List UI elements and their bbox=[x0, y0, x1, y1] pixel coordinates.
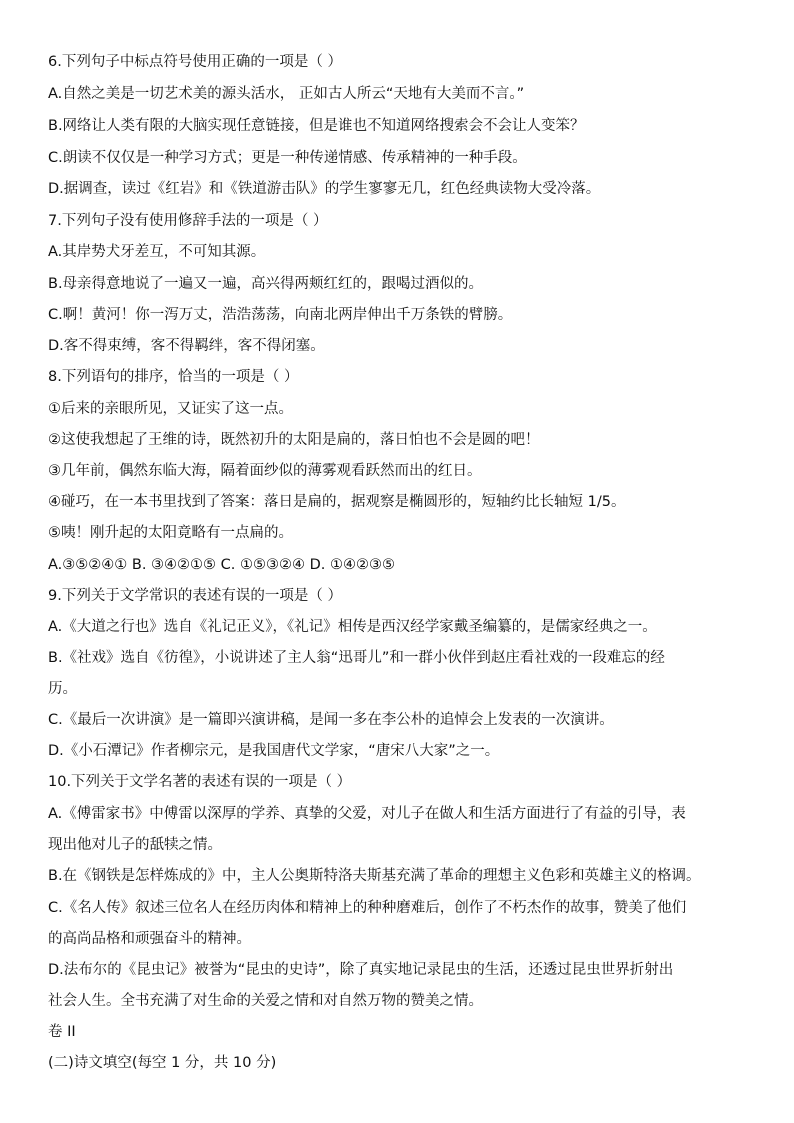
question-7-option-c: C.啊！黄河！你一泻万丈，浩浩荡荡，向南北两岸伸出千万条铁的臂膀。 bbox=[48, 307, 513, 323]
question-6-stem: 6.下列句子中标点符号使用正确的一项是（ ） bbox=[48, 54, 342, 70]
question-10-option-d: D.法布尔的《昆虫记》被誉为“昆虫的史诗”，除了真实地记录昆虫的生活，还透过昆虫世界折射出 bbox=[48, 962, 674, 978]
section-heading: (二)诗文填空(每空 1 分，共 10 分) bbox=[48, 1055, 277, 1071]
question-6-option-d: D.据调查，读过《红岩》和《铁道游击队》的学生寥寥无几，红色经典读物大受冷落。 bbox=[48, 181, 601, 197]
question-9-stem: 9.下列关于文学常识的表述有误的一项是（ ） bbox=[48, 588, 342, 604]
question-6-option-a: A.自然之美是一切艺术美的源头活水， 正如古人所云“天地有大美而不言。” bbox=[48, 86, 525, 102]
question-8-options: A.③⑤②④① B. ③④②①⑤ C. ①⑤③②④ D. ①④②③⑤ bbox=[48, 557, 395, 573]
question-8-sentence-1: ①后来的亲眼所见，又证实了这一点。 bbox=[48, 401, 293, 417]
question-10-option-c: C.《名人传》叙述三位名人在经历肉体和精神上的种种磨难后，创作了不朽杰作的故事，赞美了他们 bbox=[48, 900, 687, 916]
question-8-sentence-4: ④碰巧，在一本书里找到了答案：落日是扁的，据观察是椭圆形的，短轴约比长轴短 1/5。 bbox=[48, 494, 626, 510]
question-6-option-b: B.网络让人类有限的大脑实现任意链接，但是谁也不知道网络搜索会不会让人变笨？ bbox=[48, 118, 585, 134]
question-10-stem: 10.下列关于文学名著的表述有误的一项是（ ） bbox=[48, 774, 352, 790]
question-7-option-d: D.客不得束缚，客不得羁绊，客不得闭塞。 bbox=[48, 338, 325, 354]
section-label: 卷 II bbox=[48, 1024, 76, 1040]
question-10-option-c-cont: 的高尚品格和顽强奋斗的精神。 bbox=[48, 931, 251, 947]
question-9-option-d: D.《小石潭记》作者柳宗元，是我国唐代文学家，“唐宋八大家”之一。 bbox=[48, 743, 500, 759]
question-9-option-c: C.《最后一次讲演》是一篇即兴演讲稿，是闻一多在李公朴的追悼会上发表的一次演讲。 bbox=[48, 712, 614, 728]
question-10-option-a: A.《傅雷家书》中傅雷以深厚的学养、真挚的父爱，对儿子在做人和生活方面进行了有益的引导，表 bbox=[48, 806, 686, 822]
question-8-sentence-2: ②这使我想起了王维的诗，既然初升的太阳是扁的，落日怕也不会是圆的吧！ bbox=[48, 432, 540, 448]
question-8-stem: 8.下列语句的排序，恰当的一项是（ ） bbox=[48, 369, 299, 385]
question-10-option-a-cont: 现出他对儿子的舐犊之情。 bbox=[48, 837, 222, 853]
question-10-option-b: B.在《钢铁是怎样炼成的》中，主人公奥斯特洛夫斯基充满了革命的理想主义色彩和英雄主义的格调。 bbox=[48, 868, 701, 884]
question-8-sentence-3: ③几年前，偶然东临大海，隔着面纱似的薄雾观看跃然而出的红日。 bbox=[48, 463, 482, 479]
question-7-option-b: B.母亲得意地说了一遍又一遍，高兴得两颊红红的，跟喝过酒似的。 bbox=[48, 276, 484, 292]
question-7-option-a: A.其岸势犬牙差互，不可知其源。 bbox=[48, 244, 266, 260]
question-7-stem: 7.下列句子没有使用修辞手法的一项是（ ） bbox=[48, 213, 328, 229]
question-8-sentence-5: ⑤咦！刚升起的太阳竟略有一点扁的。 bbox=[48, 525, 293, 541]
question-9-option-b-cont: 历。 bbox=[48, 681, 77, 697]
question-10-option-d-cont: 社会人生。全书充满了对生命的关爱之情和对自然万物的赞美之情。 bbox=[48, 993, 483, 1009]
question-9-option-b: B.《社戏》选自《彷徨》，小说讲述了主人翁“迅哥儿”和一群小伙伴到赵庄看社戏的一段难忘的经 bbox=[48, 650, 665, 666]
question-9-option-a: A.《大道之行也》选自《礼记正义》，《礼记》相传是西汉经学家戴圣编纂的，是儒家经典之一。 bbox=[48, 619, 657, 635]
question-6-option-c: C.朗读不仅仅是一种学习方式；更是一种传递情感、传承精神的一种手段。 bbox=[48, 150, 527, 166]
